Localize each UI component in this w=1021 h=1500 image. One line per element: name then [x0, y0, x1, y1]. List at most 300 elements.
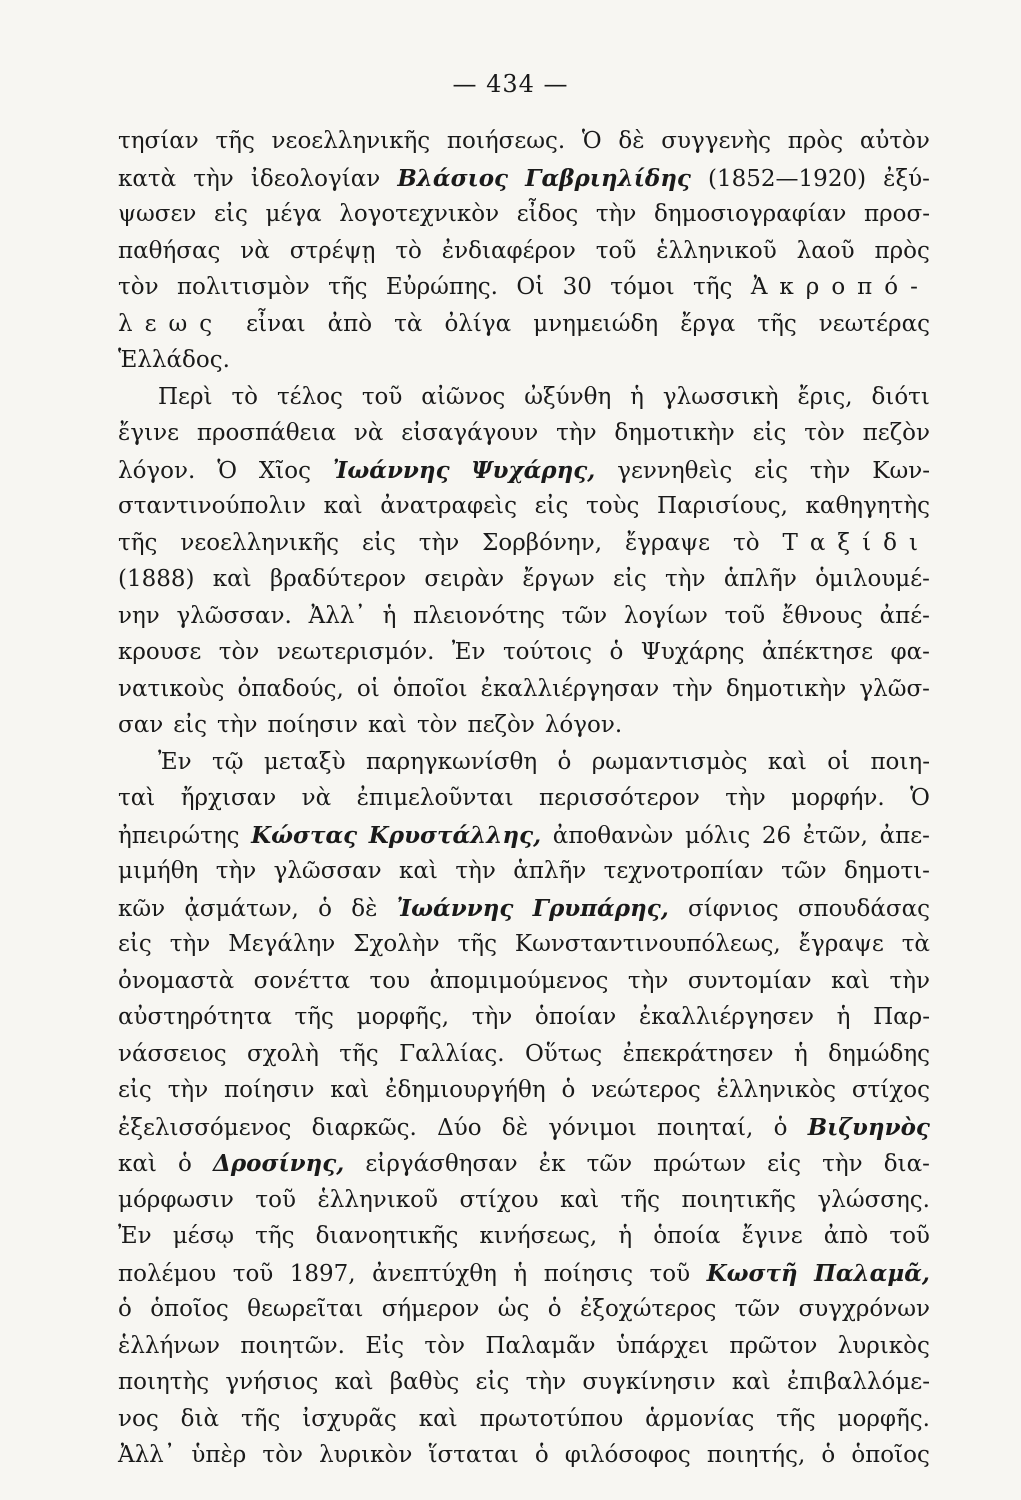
word: Εἰς [365, 1332, 405, 1359]
word: πολιτισμὸν [176, 274, 310, 300]
word: βαθὺς [389, 1369, 460, 1395]
word: καὶ [330, 1077, 370, 1103]
word: νην [118, 602, 160, 629]
word: τῆς [757, 310, 797, 337]
word: ἐπεκράτησεν [622, 1040, 774, 1067]
word: Περὶ [158, 383, 213, 410]
word: ποιητής, [706, 1442, 806, 1468]
word: τοὺς [586, 493, 640, 519]
word: ποιήσεως. [446, 128, 566, 154]
word: δημοτι- [844, 858, 930, 884]
word: ἁπλῆν [513, 858, 587, 884]
word: τῆς [457, 931, 497, 957]
text-line [118, 201, 930, 238]
word: νάσσειος [118, 1040, 227, 1067]
word: δια- [883, 1151, 930, 1177]
word: ἑλληνικοῦ [656, 237, 777, 264]
word: τὴν [215, 858, 257, 884]
word: δημοσιογραφίαν [653, 201, 847, 227]
word: τῆς [215, 128, 255, 154]
word: ὁ [534, 1442, 549, 1468]
word: ὁ [118, 1296, 132, 1322]
word: ἑλληνικὸς [716, 1077, 836, 1103]
word: τὴν [169, 931, 211, 957]
word: φιλόσοφος [564, 1442, 691, 1468]
word: ὁποῖοι [392, 675, 468, 702]
text-line [118, 1442, 930, 1479]
word: Ἀκροπό- [750, 274, 930, 300]
word: τὴν [418, 529, 460, 556]
person-name: Παλαμᾶ, [814, 1259, 930, 1287]
text-line [118, 785, 930, 822]
word: τοῦ [255, 1186, 296, 1213]
word: λόγον. [544, 712, 623, 738]
word: ἔργων [522, 566, 595, 592]
word: αὐστηρότητα [118, 1004, 272, 1030]
word: 1897, [289, 1260, 356, 1287]
word: συντομίαν [687, 967, 812, 994]
word: ποιηταί, [656, 1114, 754, 1141]
word: τὸν [118, 274, 159, 300]
word: εἰσαγάγουν [401, 420, 539, 446]
word: σχολὴ [247, 1040, 319, 1067]
word: Ψυχάρης [640, 639, 745, 665]
word: ὁ [178, 1151, 192, 1177]
word: (1888) [118, 566, 195, 592]
word: μέσῳ [172, 1223, 235, 1249]
word: μόλις [685, 822, 751, 849]
text-line [118, 858, 930, 895]
word: ἐκαλλιέργησαν [480, 675, 660, 702]
word: ἀπέ- [879, 602, 930, 629]
word: γλῶσ- [859, 675, 930, 702]
word: νὰ [240, 237, 270, 264]
word: αἰῶνος [421, 383, 506, 410]
word: δημώδης [828, 1040, 930, 1067]
word: τὰ [394, 310, 423, 337]
word: τῆς [118, 529, 158, 556]
word: ἀπομιμούμενος [429, 967, 609, 994]
word: συγκίνησιν [582, 1369, 716, 1395]
word: Παρ- [873, 1004, 930, 1030]
text-line [118, 749, 930, 786]
word: Κωνσταντινουπόλεως, [514, 931, 781, 957]
word: τῆς [693, 274, 733, 300]
word: τῆς [620, 1186, 660, 1213]
word: του [369, 967, 411, 994]
word: 30 [562, 274, 592, 300]
word: ρωμαντισμὸς [591, 748, 748, 775]
word: ἰδεολογίαν [250, 165, 381, 192]
word: ἁρμονίας [645, 1405, 755, 1432]
word: δημοτικὴν [725, 675, 847, 702]
word: ὁ [547, 1296, 562, 1322]
word: ἔγραψε [624, 529, 711, 556]
word: ὑπὲρ [191, 1442, 247, 1468]
word: εἰς [118, 1077, 152, 1103]
word: Σχολὴν [353, 931, 440, 957]
word: πλειονότης [413, 602, 545, 629]
word: ἀνεπτύχθη [372, 1260, 497, 1287]
word: τοῦ [361, 383, 403, 410]
word: Ἐν [158, 748, 192, 775]
word: οἱ [356, 675, 380, 702]
word: τῆς [240, 1405, 281, 1432]
word: συγχρόνων [798, 1296, 930, 1322]
word: ὁ [821, 1442, 836, 1468]
word: πρώτων [653, 1151, 747, 1177]
word: τησίαν [118, 128, 199, 154]
word: ἡ [618, 1223, 633, 1249]
text-line [118, 1333, 930, 1370]
word: τῆς [339, 1040, 379, 1067]
word: τούτοις [502, 639, 592, 665]
word: 26 [761, 822, 792, 849]
word: τὴν [665, 566, 706, 592]
word: τόμοι [610, 274, 675, 300]
word: ποιη- [870, 748, 930, 775]
word: νὰ [301, 785, 332, 811]
text-line [118, 420, 930, 457]
word: Κων- [872, 457, 930, 484]
word: ἀπε- [879, 822, 930, 849]
word: τὴν [627, 967, 669, 994]
word: Ἐν [118, 1223, 152, 1249]
word: νεώτερος [591, 1077, 701, 1103]
word: τὴν [725, 785, 766, 811]
word: αὐτὸν [859, 128, 930, 154]
word: τῶν [586, 1151, 633, 1177]
word: λυρικὸν [319, 1442, 413, 1468]
word: γλῶσσαν [273, 858, 382, 884]
word: περισσότερον [539, 785, 700, 811]
word: ἐδημιουργήθη [385, 1077, 546, 1103]
word: καὶ [767, 748, 807, 775]
word: ποιητῶν. [240, 1332, 345, 1359]
word: ἁπλῆν [723, 566, 797, 592]
word: τοῦ [232, 1260, 274, 1287]
word: δὲ [501, 1114, 529, 1141]
word: ποιητὴς [118, 1369, 210, 1395]
word: σταντινούπολιν [118, 493, 307, 519]
word: διὰ [180, 1405, 220, 1432]
text-line [118, 165, 930, 202]
word: γλῶσσαν. [176, 602, 292, 629]
word: Ἀλλ᾽ [308, 602, 366, 629]
word: βραδύτερον [269, 566, 407, 592]
text-line [118, 1369, 930, 1406]
word: ἀπέκτησε [762, 639, 874, 665]
word: παρηγκωνίσθη [365, 748, 538, 775]
word: νὰ [353, 420, 384, 446]
word: καὶ [831, 967, 870, 994]
word: διανοητικῆς [315, 1223, 459, 1249]
person-name: Γρυπάρης, [532, 894, 669, 922]
word: τοῦ [889, 1223, 930, 1249]
word: εἰς [173, 712, 208, 738]
person-name: Κρυστάλλης, [368, 821, 542, 849]
word: Παρισίους, [657, 493, 788, 519]
text-line [118, 566, 930, 603]
word: ἠπειρώτης [118, 822, 240, 849]
word: καὶ [399, 858, 438, 884]
word: τὴν [525, 1369, 567, 1395]
text-line [118, 1296, 930, 1333]
word: τὰ [901, 931, 930, 957]
word: καὶ [368, 712, 407, 738]
word: εἰς [754, 457, 788, 484]
word: τὴν [471, 1004, 513, 1030]
text-line [118, 931, 930, 968]
text-line [118, 1041, 930, 1078]
word: τῆς [255, 1223, 295, 1249]
word: ἀνατραφεὶς [380, 493, 517, 519]
word: ᾀσμάτων, [184, 895, 299, 922]
text-line [118, 238, 930, 275]
word: σήμερον [381, 1296, 480, 1322]
word: οἱ [827, 748, 851, 775]
body-text [118, 128, 930, 1479]
word: γλωσσικὴ [662, 383, 779, 410]
word: κατὰ [118, 165, 177, 192]
person-name: Ἰωάννης [396, 894, 514, 922]
word: ποίησιν [224, 1077, 315, 1103]
word: Σορβόνην, [482, 529, 603, 556]
word: προσπάθεια [196, 420, 337, 446]
word: ἐξύ- [883, 165, 930, 192]
word: εἶναι [246, 310, 306, 337]
word: εἰργάσθησαν [365, 1151, 518, 1177]
word: ὀλίγα [444, 310, 512, 337]
word: Ἑλλάδος. [118, 347, 230, 373]
word: ὁποῖος [150, 1296, 229, 1322]
person-name: Δροσίνης, [213, 1150, 345, 1177]
word: νεωτέρας [818, 310, 930, 337]
word: νεωτερισμόν. [276, 639, 435, 665]
word: τὸν [262, 1442, 303, 1468]
word: ὁποίαν [534, 1004, 617, 1030]
word: ὁποῖος [851, 1442, 930, 1468]
text-line [118, 1260, 930, 1297]
word: προσ- [864, 201, 930, 227]
word: ἡ [630, 383, 644, 410]
text-line [118, 712, 930, 749]
word: τὸ [231, 383, 259, 410]
word: ἐνδιαφέρον [441, 237, 576, 264]
word: λογοτεχνικὸν [339, 201, 500, 227]
word: λόγον. [118, 457, 196, 484]
person-name: Βιζυηνὸς [807, 1113, 930, 1141]
word: ἐκ [538, 1151, 566, 1177]
word: ὁ [318, 895, 332, 922]
text-line [118, 457, 930, 494]
word: λαοῦ [796, 237, 855, 264]
word: νεοελληνικῆς [180, 529, 339, 556]
word: Παλαμᾶν [485, 1332, 596, 1359]
word: λυρικὸς [837, 1332, 930, 1359]
word: Ὁ [217, 457, 237, 484]
word: ὑπάρχει [615, 1332, 709, 1359]
word: τεχνοτροπίαν [603, 858, 764, 884]
word: ἵσταται [428, 1442, 519, 1468]
word: (1852—1920) [708, 165, 867, 192]
word: πεζὸν [467, 712, 535, 738]
person-name: Κωστῆ [706, 1259, 798, 1287]
word: νεοελληνικῆς [271, 128, 431, 154]
word: τὸ [733, 529, 760, 556]
word: φα- [890, 639, 930, 665]
word: μέγα [265, 201, 322, 227]
word: ἡ [793, 1040, 808, 1067]
text-line [118, 1223, 930, 1260]
word: καὶ [334, 1369, 374, 1395]
word: γλώσσης. [817, 1186, 930, 1213]
word: ἐπιμελοῦνται [356, 785, 514, 811]
word: εἰς [361, 529, 396, 556]
word: πολέμου [118, 1260, 217, 1287]
word: ἔγραψε [798, 931, 884, 957]
text-line [118, 128, 930, 165]
text-line [118, 493, 930, 530]
text-line [118, 1187, 930, 1224]
word: λογίων [623, 602, 708, 629]
word: πρωτοτύπου [479, 1405, 624, 1432]
word: κῶν [118, 895, 166, 922]
person-name: Ψυχάρης, [471, 456, 596, 484]
text-line [118, 1114, 930, 1151]
word: Οἱ [516, 274, 545, 300]
word: ἐτῶν, [802, 822, 868, 849]
word: γεννηθεὶς [617, 457, 733, 484]
word: μορφῆς. [837, 1405, 930, 1432]
word: ἐξελισσόμενος [118, 1114, 292, 1141]
word: σονέττα [253, 967, 351, 994]
word: πεζὸν [862, 420, 930, 446]
word: Οὕτως [524, 1040, 603, 1067]
word: εἰς [767, 1151, 801, 1177]
word: τὴν [889, 967, 930, 994]
word: Χῖος [258, 457, 311, 484]
word: εἰς [475, 1369, 510, 1395]
word: καὶ [118, 1151, 157, 1177]
text-line [118, 384, 930, 421]
word: ὁ [557, 748, 572, 775]
text-line [118, 1004, 930, 1041]
word: ἀποθανὼν [552, 822, 674, 849]
word: Ὁ [910, 785, 930, 811]
text-line [118, 676, 930, 713]
word: ταὶ [118, 785, 156, 811]
word: ὁ [609, 639, 624, 665]
word: μόρφωσιν [118, 1186, 234, 1213]
word: σαν [118, 712, 164, 738]
text-line [118, 1406, 930, 1443]
word: ὁ [773, 1114, 788, 1141]
word: τὴν [217, 712, 258, 738]
word: λεως [118, 310, 225, 337]
word: πρὸς [787, 128, 844, 154]
word: τὸ [395, 237, 422, 264]
text-line [118, 347, 930, 384]
word: καὶ [212, 566, 252, 592]
word: μορφήν. [791, 785, 885, 811]
word: τὸν [416, 712, 458, 738]
word: καθηγητὴς [805, 493, 930, 519]
word: σίφνιος [688, 895, 779, 922]
word: μεταξὺ [263, 748, 346, 775]
word: εἰς [752, 420, 787, 446]
word: τῶν [561, 602, 608, 629]
text-line [118, 1077, 930, 1114]
word: τὴν [822, 1151, 863, 1177]
word: ἀπὸ [327, 310, 373, 337]
word: τοῦ [595, 237, 637, 264]
word: δὲ [618, 128, 645, 154]
text-line [118, 895, 930, 932]
word: τὸν [424, 1332, 465, 1359]
word: κινήσεως, [479, 1223, 598, 1249]
word: εἰς [214, 201, 248, 227]
text-line [118, 1150, 930, 1187]
word: τὴν [167, 1077, 209, 1103]
word: μνημειώδη [533, 310, 659, 337]
word: εἰς [534, 493, 569, 519]
word: πρῶτον [729, 1332, 818, 1359]
word: ἔγινε [118, 420, 180, 446]
word: τὴν [672, 675, 713, 702]
word: γόνιμοι [548, 1114, 637, 1141]
person-name: Κώστας [251, 821, 358, 849]
word: θεωρεῖται [247, 1296, 364, 1322]
word: τῆς [294, 1004, 334, 1030]
word: δημοτικὴν [614, 420, 735, 446]
page-number: — 434 — [452, 70, 569, 98]
word: μορφῆς, [356, 1004, 450, 1030]
word: ἔθνους [781, 602, 863, 629]
word: μιμήθη [118, 858, 199, 884]
word: συγγενὴς [661, 128, 772, 154]
word: Εὐρώπης. [385, 274, 498, 300]
word: Δύο [437, 1114, 482, 1141]
word: ὁμιλουμέ- [815, 566, 930, 592]
word: τέλος [276, 383, 343, 410]
text-line [118, 639, 930, 676]
word: ἤρχισαν [180, 785, 277, 811]
word: εἰς [612, 566, 647, 592]
word: ἔγινε [741, 1223, 803, 1249]
word: στίχου [459, 1186, 539, 1213]
word: τὴν [455, 858, 496, 884]
word: ἐξοχώτερος [579, 1296, 717, 1322]
word: ὀπαδούς, [237, 675, 344, 702]
text-line [118, 274, 930, 311]
word: παθήσας [118, 237, 221, 264]
word: ἑλληνικοῦ [317, 1186, 438, 1213]
person-name: Ἰωάννης [332, 456, 450, 484]
word: ἔρις, [797, 383, 853, 410]
word: τὴν [193, 165, 234, 192]
word: τὴν [556, 420, 597, 446]
word: πρὸς [874, 237, 930, 264]
word: τὴν [809, 457, 851, 484]
word: τῆς [776, 1405, 816, 1432]
word: στρέψῃ [289, 237, 376, 264]
word: ὁποία [653, 1223, 721, 1249]
word: ὀνομαστὰ [118, 967, 235, 994]
word: ποίησις [543, 1260, 634, 1287]
word: Ἀλλ᾽ [118, 1442, 176, 1468]
word: ἰσχυρᾶς [302, 1405, 397, 1432]
